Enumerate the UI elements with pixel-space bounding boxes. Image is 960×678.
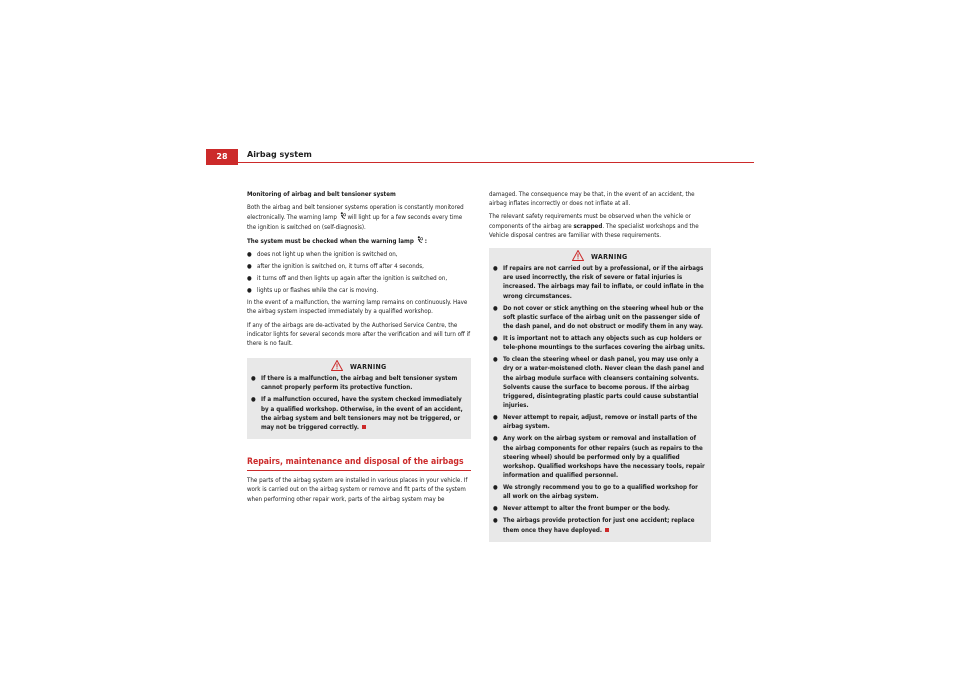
list-item	[251, 395, 467, 432]
intro-after-lamp: will light up for a few seconds every time the ignition is switched on (self-diagnosis).	[247, 214, 463, 231]
list-item: ● If there is a malfunction, the airbag and belt tensioner system cannot properly perform its protective function.	[251, 374, 467, 392]
end-of-section-mark	[605, 528, 609, 532]
safety-bold-text: scrapped	[573, 222, 603, 230]
list-item: ● Never attempt to repair, adjust, remove or install parts of the airbag system.	[493, 413, 707, 431]
monitoring-intro	[247, 203, 471, 232]
end-of-section-mark	[362, 425, 366, 429]
list-item: ● Do not cover or stick anything on the steering wheel hub or the soft plastic surface of the airbag unit on the passenger side of the dash panel, and do not obstruct or modify them in any way.	[493, 304, 707, 332]
check-heading-colon: :	[424, 237, 427, 245]
check-list	[247, 250, 471, 295]
warning-label: WARNING	[349, 363, 387, 372]
list-item: ● To clean the steering wheel or dash panel, you may use only a dry or a water-moistened cloth. Never clean the dash panel and the airbag module surface with cleansers containing solvents. Solvents cause the surface to become porous. If the airbag triggered, disintegrating plastic parts could cause substantial injuries.	[493, 355, 707, 410]
safety-paragraph	[489, 212, 711, 240]
list-item-text: The airbags provide protection for just one accident; replace them once they have deployed.	[503, 517, 695, 534]
warning-header	[493, 250, 707, 264]
warning-triangle-icon	[331, 360, 343, 371]
check-heading-text: The system must be checked when the warning lamp	[247, 237, 414, 245]
list-item: ● Never attempt to alter the front bumper or the body.	[493, 504, 707, 513]
intro-before-lamp: Both the airbag and belt tensioner systems operation is constantly monitored electronically. The warning lamp	[247, 204, 464, 222]
list-item: ● Any work on the airbag system or removal and installation of the airbag components for other repairs (such as repairs to the steering wheel) should be performed only by a qualified workshop. Qualified workshops have the necessary tools, repair information and qualified personnel.	[493, 434, 707, 480]
check-heading	[247, 236, 471, 246]
warning-triangle-icon	[572, 250, 584, 261]
list-item: ● lights up or flashes while the car is moving.	[247, 286, 471, 295]
list-item: ● If repairs are not carried out by a professional, or if the airbags are used incorrectly, the risk of severe or fatal injuries is increased. The airbags may fail to inflate, or could inflate in the wrong circumstances.	[493, 264, 707, 301]
list-item: ● it turns off and then lights up again after the ignition is switched on,	[247, 274, 471, 283]
warning-label: WARNING	[590, 253, 628, 262]
section-paragraph: The parts of the airbag system are installed in various places in your vehicle. If work is carried out on the airbag system or remove and fit parts of the system when performing other repair work, parts of the airbag system may be	[247, 477, 468, 503]
list-item	[493, 516, 707, 534]
airbag-warning-lamp-icon	[339, 212, 346, 220]
warning-list	[251, 374, 467, 432]
list-item-text: If a malfunction occured, have the system checked immediately by a qualified workshop. Otherwise, in the event of an accident, the airbag system and belt tensioners may not be triggered, or may not be triggered correctly.	[261, 396, 463, 432]
warning-list	[493, 264, 707, 535]
header-rule	[206, 162, 754, 163]
list-item: ● It is important not to attach any objects such as cup holders or tele-phone mountings to the surfaces covering the airbag units.	[493, 334, 707, 352]
airbag-warning-lamp-icon	[416, 236, 423, 244]
list-item: ● We strongly recommend you to go to a qualified workshop for all work on the airbag system.	[493, 483, 707, 501]
right-column	[489, 190, 711, 542]
list-item: ● after the ignition is switched on, it turns off after 4 seconds,	[247, 262, 471, 271]
page-number: 28	[216, 152, 228, 161]
safety-text-after: . The specialist workshops and the Vehicle disposal centres are familiar with these requirements.	[489, 222, 699, 239]
safety-text: The relevant safety requirements must be observed when the vehicle or components of the airbag are	[489, 213, 691, 230]
warning-header	[251, 360, 467, 374]
left-column	[247, 190, 471, 508]
page-title: Airbag system	[247, 150, 312, 159]
monitoring-heading: Monitoring of airbag and belt tensioner system	[247, 191, 396, 198]
section-heading: Repairs, maintenance and disposal of the airbags	[247, 456, 471, 471]
malfunction-paragraph: In the event of a malfunction, the warning lamp remains on continuously. Have the airbag system inspected immediately by a qualified workshop.	[247, 299, 468, 316]
continuation-paragraph: damaged. The consequence may be that, in the event of an accident, the airbag inflates incorrectly or does not inflate at all.	[489, 191, 695, 208]
list-item: ● does not light up when the ignition is switched on,	[247, 250, 471, 259]
warning-box	[247, 358, 471, 439]
deactivated-paragraph: If any of the airbags are de-activated by the Authorised Service Centre, the indicator lights for several seconds more after the verification and will turn off if there is no fault.	[247, 321, 471, 348]
warning-box	[489, 248, 711, 542]
